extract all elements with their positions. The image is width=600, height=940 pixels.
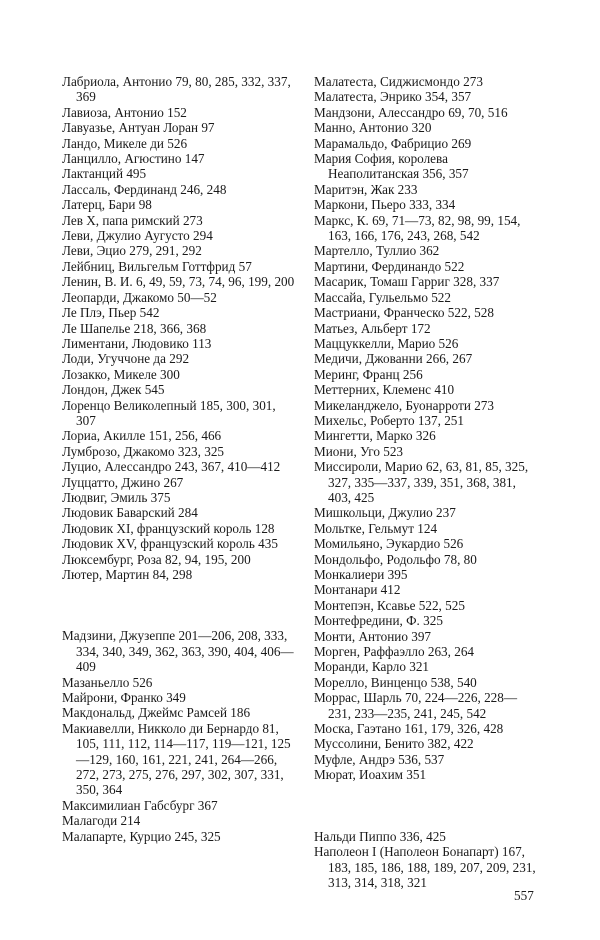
index-entry: Монти, Антонио 397 — [314, 628, 432, 644]
index-entry: Лассаль, Фердинанд 246, 248 — [62, 181, 227, 197]
index-column-right — [314, 74, 540, 890]
index-entry: Мондольфо, Родольфо 78, 80 — [314, 551, 477, 567]
entries-m-right — [314, 74, 540, 783]
index-entry: Лавиоза, Антонио 152 — [62, 104, 187, 120]
index-entry: Леопарди, Джакомо 50—52 — [62, 289, 217, 305]
index-entry: Меттерних, Клеменс 410 — [314, 382, 455, 398]
index-entry: Марамальдо, Фабрицио 269 — [314, 135, 472, 151]
index-entry: Макиавелли, Никколо ди Бернардо 81, 105, 111, 112, 114—117, 119—121, 125—129, 160, 161, 221, 241, 264—266, 272, 273, 275, 276, 297, 302, 307, 331, 350, 364 — [62, 720, 291, 798]
index-entry: Максимилиан Габсбург 367 — [62, 797, 218, 813]
index-entry: Масарик, Томаш Гарриг 328, 337 — [314, 274, 500, 290]
index-entry: Монтанари 412 — [314, 582, 401, 598]
index-entry: Маркони, Пьеро 333, 334 — [314, 197, 456, 213]
index-entry: Малатеста, Сиджисмондо 273 — [314, 74, 483, 89]
index-entry: Людвиг, Эмиль 375 — [62, 489, 171, 505]
index-entry: Михельс, Роберто 137, 251 — [314, 412, 464, 428]
index-entry: Моранди, Карло 321 — [314, 659, 430, 675]
index-entry: Майрони, Франко 349 — [62, 690, 186, 706]
index-entry: Мольтке, Гельмут 124 — [314, 520, 438, 536]
index-entry: Момильяно, Эукардио 526 — [314, 536, 464, 552]
index-entry: Мандзони, Алессандро 69, 70, 516 — [314, 104, 508, 120]
index-entry: Манно, Антонио 320 — [314, 120, 432, 136]
index-entry: Меринг, Франц 256 — [314, 366, 423, 382]
index-entry: Мартелло, Туллио 362 — [314, 243, 440, 259]
index-entry: Муфле, Андрэ 536, 537 — [314, 751, 445, 767]
index-entry: Лумброзо, Джакомо 323, 325 — [62, 443, 225, 459]
index-column-left — [62, 74, 296, 844]
index-entry: Лактанций 495 — [62, 166, 147, 182]
entries-m — [62, 628, 296, 844]
index-entry: Маццуккелли, Марио 526 — [314, 335, 459, 351]
index-entry: Моска, Гаэтано 161, 179, 326, 428 — [314, 721, 504, 737]
index-entry: Маритэн, Жак 233 — [314, 181, 418, 197]
index-entry: Людовик XI, французский король 128 — [62, 520, 275, 536]
index-entry: Лозакко, Микеле 300 — [62, 366, 180, 382]
index-entry: Миссироли, Марио 62, 63, 81, 85, 325, 327, 335—337, 339, 351, 368, 381, 403, 425 — [314, 459, 529, 505]
index-entry: Муссолини, Бенито 382, 422 — [314, 736, 474, 752]
section-gap — [314, 783, 540, 829]
index-entry: Леви, Эцио 279, 291, 292 — [62, 243, 202, 259]
index-entry: Медичи, Джованни 266, 267 — [314, 351, 473, 367]
index-entry: Массайа, Гульельмо 522 — [314, 289, 451, 305]
index-entry: Мингетти, Марко 326 — [314, 428, 436, 444]
index-entry: Мазаньелло 526 — [62, 674, 153, 690]
index-entry: Мадзини, Джузеппе 201—206, 208, 333, 334, 340, 349, 362, 363, 390, 404, 406—409 — [62, 628, 294, 675]
index-entry: Монкалиери 395 — [314, 567, 408, 582]
index-entry: Лориа, Акилле 151, 256, 466 — [62, 428, 222, 444]
index-entry: Миони, Уго 523 — [314, 443, 404, 459]
section-gap — [62, 582, 296, 628]
index-entry: Мастриани, Франческо 522, 528 — [314, 305, 494, 321]
index-entry: Нальди Пиппо 336, 425 — [314, 828, 446, 844]
index-entry: Лейбниц, Вильгельм Готтфрид 57 — [62, 258, 252, 274]
index-entry: Лондон, Джек 545 — [62, 382, 165, 398]
index-entry: Моррас, Шарль 70, 224—226, 228—231, 233—235, 241, 245, 542 — [314, 690, 518, 721]
index-entry: Лютер, Мартин 84, 298 — [62, 567, 193, 582]
entries-l — [62, 74, 296, 582]
index-entry: Ланцилло, Агюстино 147 — [62, 151, 205, 167]
index-entry: Мартини, Фердинандо 522 — [314, 258, 465, 274]
index-entry: Луццатто, Джино 267 — [62, 474, 184, 490]
index-entry: Наполеон I (Наполеон Бонапарт) 167, 183, 185, 186, 188, 189, 207, 209, 231, 313, 314, 318, 321 — [314, 844, 536, 890]
index-entry: Ландо, Микеле ди 526 — [62, 135, 188, 151]
index-entry: Луцио, Алессандро 243, 367, 410—412 — [62, 459, 281, 475]
index-entry: Мюрат, Иоахим 351 — [314, 767, 427, 783]
index-entry: Люксембург, Роза 82, 94, 195, 200 — [62, 551, 251, 567]
index-entry: Лабриола, Антонио 79, 80, 285, 332, 337, 369 — [62, 74, 291, 105]
index-entry: Малапарте, Курцио 245, 325 — [62, 828, 221, 844]
index-entry: Лиментани, Людовико 113 — [62, 335, 212, 351]
index-entry: Ле Плэ, Пьер 542 — [62, 305, 160, 321]
index-entry: Матьез, Альберт 172 — [314, 320, 431, 336]
index-entry: Лев X, папа римский 273 — [62, 212, 203, 228]
index-entry: Лоренцо Великолепный 185, 300, 301, 307 — [62, 397, 276, 428]
index-entry: Лоди, Угуччоне да 292 — [62, 351, 190, 367]
index-entry: Лавуазье, Антуан Лоран 97 — [62, 120, 215, 136]
index-entry: Морген, Раффаэлло 263, 264 — [314, 644, 475, 660]
index-entry: Людовик XV, французский король 435 — [62, 536, 278, 552]
index-entry: Леви, Джулио Аугусто 294 — [62, 228, 213, 244]
index-entry: Людовик Баварский 284 — [62, 505, 198, 521]
index-entry: Ле Шапелье 218, 366, 368 — [62, 320, 207, 336]
page-number: 557 — [514, 888, 534, 903]
index-entry: Ленин, В. И. 6, 49, 59, 73, 74, 96, 199, 200 — [62, 274, 295, 290]
index-entry: Монтепэн, Ксавье 522, 525 — [314, 597, 465, 613]
index-entry: Мишкольци, Джулио 237 — [314, 505, 456, 521]
index-entry: Малатеста, Энрико 354, 357 — [314, 89, 472, 105]
index-entry: Микеланджело, Буонарроти 273 — [314, 397, 494, 413]
index-entry: Маркс, К. 69, 71—73, 82, 98, 99, 154, 163, 166, 176, 243, 268, 542 — [314, 212, 521, 244]
index-entry: Мария София, королева Неаполитанская 356, 357 — [314, 151, 469, 182]
entries-n — [314, 829, 540, 891]
index-entry: Латерц, Бари 98 — [62, 197, 152, 213]
index-entry: Монтефредини, Ф. 325 — [314, 613, 443, 629]
index-entry: Малагоди 214 — [62, 813, 141, 829]
index-entry: Макдональд, Джеймс Рамсей 186 — [62, 705, 251, 721]
index-entry: Морелло, Винценцо 538, 540 — [314, 674, 477, 690]
